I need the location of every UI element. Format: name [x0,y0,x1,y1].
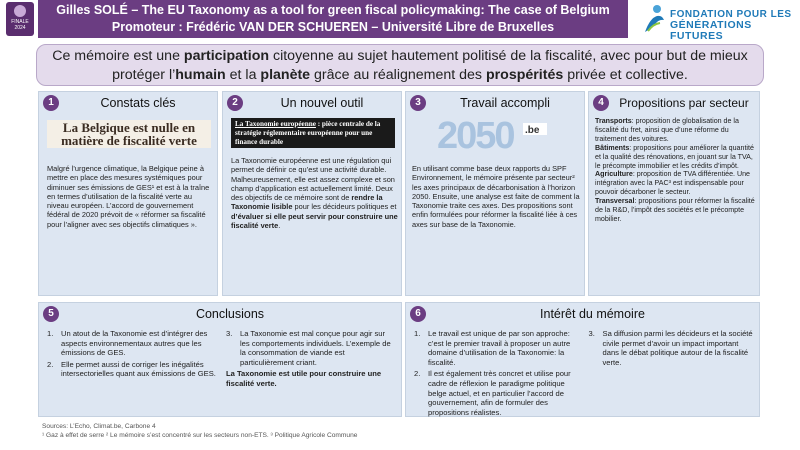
card-propositions [588,91,760,296]
intro-text: Ce mémoire est une [52,48,184,64]
list-text: Un atout de la Taxonomie est d’intégrer des aspects environnementaux autres que les émissions de GES. [61,329,208,358]
intro-text: grâce au réalignement des [310,67,486,83]
sector-text: : proposition de TVA différentiée. Une intégration avec la PAC³ est indispensable pour pouvoir décarboner le secteur. [595,170,750,197]
card-number: 4 [593,95,609,111]
conclusions-col-left [47,329,216,389]
card-title: Constats clés [100,96,176,110]
bold-conclusion: La Taxonomie est utile pour construire une fiscalité verte. [226,369,382,388]
conclusions-col-right [226,329,395,389]
card-travail-accompli [405,91,585,296]
sector-item [595,144,757,171]
title-band [38,0,628,38]
list-text: Il est également très concret et utilise pour cadre de réflexion le paradigme politique belge actuel, et en particulier l’accord de gouvernement, afin de formuler des propositions réalistes. [428,369,571,417]
list-text: La Taxonomie est mal conçue pour agir sur les comportements individuels. L’exemple de la consommation de viande est particulièrement criant. [240,329,391,367]
card-nouvel-outil [222,91,402,296]
newspaper-headline [231,118,395,148]
sector-text: : proposition de globalisation de la fiscalité du fret, ainsi que d’une réforme du traitement des voitures. [595,117,739,143]
card-body: Malgré l’urgence climatique, la Belgique peine à mettre en place des mesures systémiques pour diminuer ses émissions de GES¹ et est à la traîne en termes d’utilisation de la fiscalité verte au niveau européen. L’accord de gouvernement fédéral de 2020 prévoit de « réformer sa fiscalité pour l’aligner avec ses objectifs climatiques ». [47,164,210,229]
foundation-logo [640,4,798,42]
list-number: 1. [47,329,54,338]
card-title: Intérêt du mémoire [540,307,645,321]
sources-line: Sources: L’Echo, Climat.be, Carbone 4 [42,423,156,430]
footnotes [42,422,357,440]
list-item [226,329,395,367]
sector-text: : propositions pour améliorer la quantité et la qualité des rénovations, en jouant sur la TVA, le précompte immobilier et les crédits d’impôt. [595,143,754,170]
foundation-line2: GÉNÉRATIONS FUTURES [670,19,752,42]
body-text: La Taxonomie européenne est une régulation qui permet de définir ce qu’est une activité durable. Malheureusement, elle est assez complexe et son champ d’application est actuellement limité. Deux des objectifs de ce mémoire sont de [231,156,395,203]
card-number: 1 [43,95,59,111]
card-interet [405,302,760,417]
promoter-line: Promoteur : Frédéric VAN DER SCHUEREN – Université Libre de Bruxelles [111,20,555,34]
card-title: Travail accompli [460,96,550,110]
foundation-figure-icon [642,4,666,34]
sector-item [595,197,757,224]
intro-text: privée et collective. [563,67,688,83]
card-number: 6 [410,306,426,322]
list-item [414,329,579,367]
intro-banner [36,44,764,86]
interet-col-left [414,329,579,419]
list-text: Le travail est unique de par son approche: c’est le premier travail à proposer un autre domaine d’utilisation de la Taxonomie: la fiscalité. [428,329,571,367]
body-bold: rendre la Taxonomie lisible [231,193,383,212]
card-title: Propositions par secteur [619,96,749,110]
card-body [231,156,399,230]
headline-part: : pièce centrale de la stratégie réglementaire européenne pour une finance durable [235,120,381,146]
intro-bold: planète [260,67,311,83]
intro-text: et la [225,67,261,83]
logo-be-tag: .be [525,125,540,136]
sector-item [595,170,757,197]
interet-col-right [589,329,754,419]
sector-text: : propositions pour réformer la fiscalité de la R&D, l’impôt des sociétés et le précompte mobilier. [595,197,755,223]
newspaper-headline: La Belgique est nulle en matière de fiscalité verte [47,120,211,148]
card-body: En utilisant comme base deux rapports du SPF Environnement, le mémoire présente par secteur² les axes principaux de décarbonisation à l’horizon 2050. Ensuite, une analyse est faite de comment la Taxonomie traite ces axes. Des propositions sont enfin formulées pour réformer la fiscalité liée à ces axes sur base de la Taxonomie. [412,164,580,229]
list-number: 3. [226,329,233,338]
body-text: . [278,221,281,231]
list-number: 1. [414,329,421,338]
sector-label: Bâtiments [595,143,630,152]
sector-label: Transports [595,117,632,125]
card-constats-cles [38,91,218,296]
intro-bold: humain [175,67,226,83]
logo-2050-image [431,115,561,153]
list-number: 2. [414,369,421,379]
body-bold: d’évaluer si elle peut servir pour construire une fiscalité verte [231,211,398,231]
logo-2050-text: 2050 [437,115,514,153]
badge-text: FINALE 2024 [11,19,29,31]
list-item [47,329,216,358]
intro-text: citoyenne au sujet hautement politisé de la fiscalité, avec pour but de mieux protéger l’ [112,48,748,83]
card-conclusions [38,302,402,417]
finale-badge [6,2,34,36]
list-number: 3. [588,329,595,338]
list-item [47,360,216,379]
badge-emblem-icon [14,5,26,17]
notes-line: ¹ Gaz à effet de serre ² Le mémoire s’est concentré sur les secteurs non-ETS. ³ Politique Agricole Commune [42,432,358,439]
card-body [595,117,757,224]
list-number: 2. [47,359,54,369]
thesis-title: Gilles SOLÉ – The EU Taxonomy as a tool for green fiscal policymaking: The case of Belgium [56,3,610,17]
intro-bold: participation [183,48,270,64]
list-text: Sa diffusion parmi les décideurs et la société civile permet d’avoir un impact important dans le débat politique autour de la fiscalité verte. [602,329,753,367]
intro-bold: prospérités [485,67,564,83]
list-text: Elle permet aussi de corriger les inégalités intersectorielles quant aux émissions de GES. [61,359,216,379]
card-number: 5 [43,306,59,322]
header [0,0,800,42]
list-item [414,369,579,417]
card-title: Conclusions [195,307,265,321]
card-number: 3 [410,95,426,111]
headline-part: La Taxonomie européenne [235,120,316,128]
sector-label: Transversal [595,197,635,206]
foundation-line1: FONDATION POUR LES [670,9,792,20]
body-text: pour les décideurs politiques et [292,202,397,212]
sector-item [595,117,757,144]
sector-label: Agriculture [595,170,633,179]
card-title: Un nouvel outil [280,96,364,110]
card-number: 2 [227,95,243,111]
list-item [589,329,754,367]
